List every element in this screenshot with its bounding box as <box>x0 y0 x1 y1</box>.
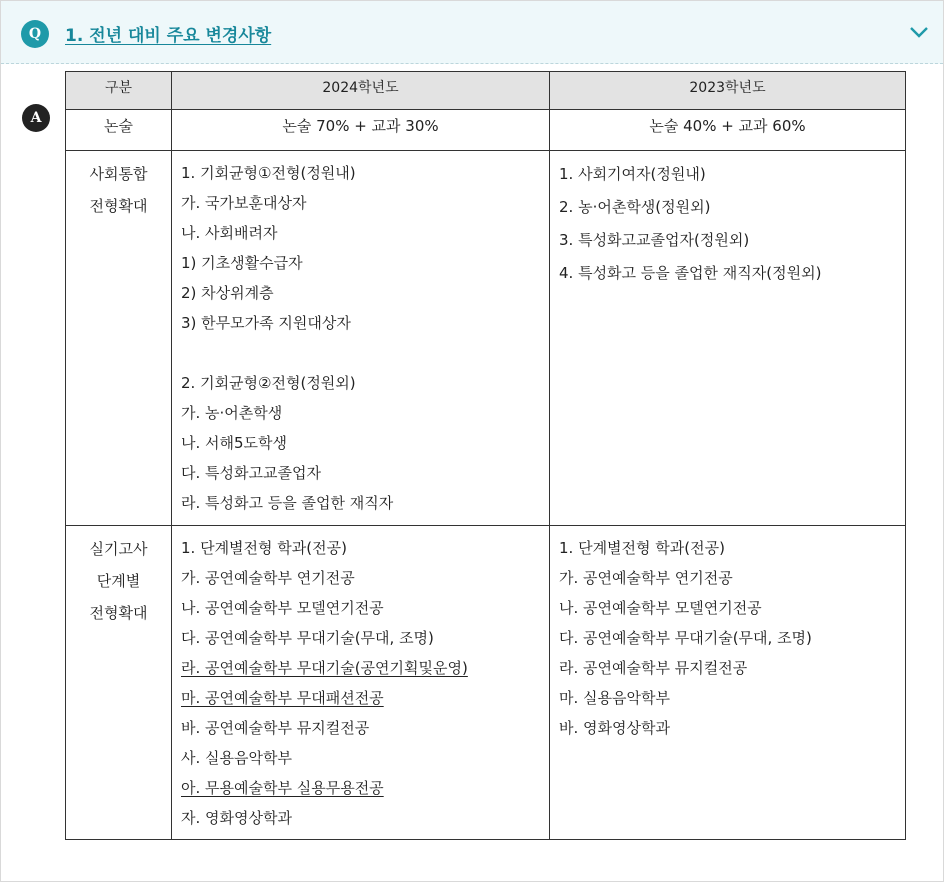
list-item-new: 라. 공연예술학부 무대기술(공연기획및운영) <box>181 659 468 677</box>
answer-badge: A <box>22 104 50 132</box>
header-2023: 2023학년도 <box>550 72 906 110</box>
table-row-essay <box>66 110 906 151</box>
list-item: 1) 기초생활수급자 <box>181 254 303 272</box>
list-item: 나. 공연예술학부 모델연기전공 <box>559 599 762 617</box>
list-item: 나. 공연예술학부 모델연기전공 <box>181 599 384 617</box>
practical-label-line: 단계별 <box>96 572 141 590</box>
table-row-social <box>66 151 906 526</box>
list-item: 라. 특성화고 등을 졸업한 재직자 <box>181 494 394 512</box>
list-item: 다. 공연예술학부 무대기술(무대, 조명) <box>181 629 434 647</box>
list-item: 4. 특성화고 등을 졸업한 재직자(정원외) <box>559 264 822 282</box>
list-item: 나. 서해5도학생 <box>181 434 288 452</box>
list-item: 1. 단계별전형 학과(전공) <box>559 539 725 557</box>
list-item: 3) 한무모가족 지원대상자 <box>181 314 351 332</box>
list-item: 1. 단계별전형 학과(전공) <box>181 539 347 557</box>
question-title[interactable]: 1. 전년 대비 주요 변경사항 <box>65 26 272 46</box>
list-item: 마. 실용음악학부 <box>559 689 670 707</box>
essay-2023: 논술 40% + 교과 60% <box>550 110 906 151</box>
social-label-line: 사회통합 <box>89 165 148 183</box>
list-item: 3. 특성화고교졸업자(정원외) <box>559 231 750 249</box>
table-header-row <box>66 72 906 110</box>
list-item: 2) 차상위계층 <box>181 284 274 302</box>
essay-label: 논술 <box>66 110 172 151</box>
practical-label-line: 실기고사 <box>89 540 148 558</box>
header-category: 구분 <box>66 72 172 110</box>
practical-2024 <box>172 526 550 840</box>
list-item: 2. 농·어촌학생(정원외) <box>559 198 711 216</box>
list-item: 자. 영화영상학과 <box>181 809 292 827</box>
list-item: 가. 공연예술학부 연기전공 <box>559 569 733 587</box>
list-item: 가. 농·어촌학생 <box>181 404 283 422</box>
list-item: 가. 공연예술학부 연기전공 <box>181 569 355 587</box>
list-item: 1. 기회균형①전형(정원내) <box>181 164 356 182</box>
list-item: 라. 공연예술학부 뮤지컬전공 <box>559 659 748 677</box>
list-item: 나. 사회배려자 <box>181 224 278 242</box>
essay-2024: 논술 70% + 교과 30% <box>172 110 550 151</box>
changes-table <box>65 71 906 840</box>
social-label <box>66 151 172 526</box>
list-item: 다. 특성화고교졸업자 <box>181 464 321 482</box>
question-badge: Q <box>21 20 49 48</box>
social-2024 <box>172 151 550 526</box>
social-label-line: 전형확대 <box>89 197 148 215</box>
header-2024: 2024학년도 <box>172 72 550 110</box>
question-header[interactable] <box>1 1 943 64</box>
practical-label-line: 전형확대 <box>89 604 148 622</box>
list-item-new: 마. 공연예술학부 무대패션전공 <box>181 689 384 707</box>
social-2023 <box>550 151 906 526</box>
practical-label <box>66 526 172 840</box>
practical-2023 <box>550 526 906 840</box>
table-row-practical <box>66 526 906 840</box>
list-item-new: 아. 무용예술학부 실용무용전공 <box>181 779 384 797</box>
list-item: 바. 영화영상학과 <box>559 719 670 737</box>
list-item: 2. 기회균형②전형(정원외) <box>181 374 356 392</box>
group-spacer <box>181 338 541 368</box>
list-item: 바. 공연예술학부 뮤지컬전공 <box>181 719 370 737</box>
list-item: 가. 국가보훈대상자 <box>181 194 307 212</box>
chevron-down-icon[interactable] <box>909 25 929 39</box>
list-item: 사. 실용음악학부 <box>181 749 292 767</box>
list-item: 1. 사회기여자(정원내) <box>559 165 706 183</box>
list-item: 다. 공연예술학부 무대기술(무대, 조명) <box>559 629 812 647</box>
